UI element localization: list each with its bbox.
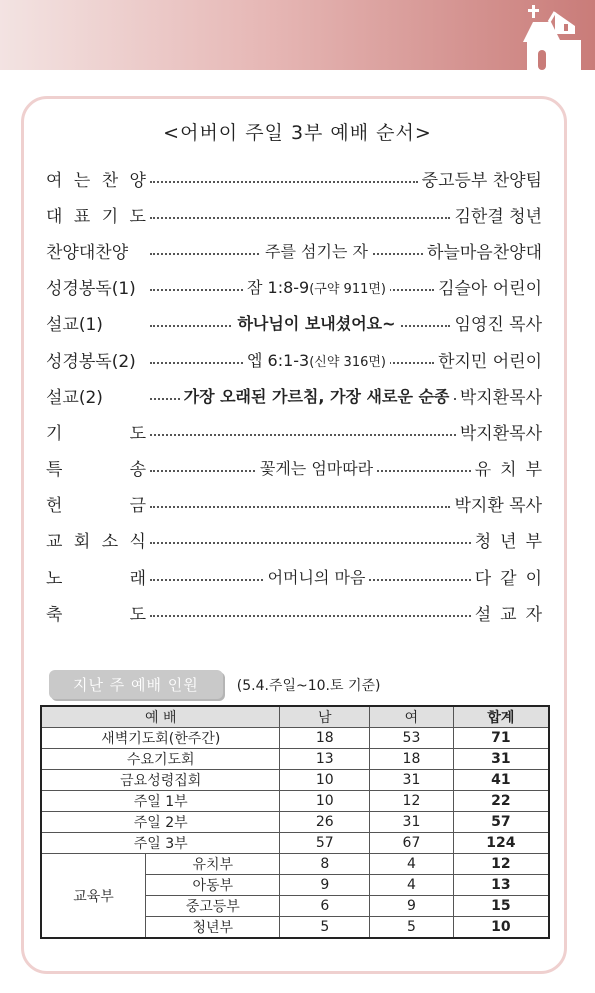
order-item xyxy=(46,413,542,449)
female-count: 9 xyxy=(370,896,454,917)
order-item-label: 설교(1) xyxy=(46,315,103,336)
leader-dots xyxy=(150,541,471,544)
order-title: <어버이 주일 3부 예배 순서> xyxy=(163,122,432,144)
order-item-leader: 임영진 목사 xyxy=(454,315,542,336)
order-item-leader: 유치부 xyxy=(474,460,551,481)
header-male: 남 xyxy=(280,706,370,728)
service-name: 주일 3부 xyxy=(41,833,280,854)
order-item-title-text: 주를 섬기는 자 xyxy=(265,241,368,261)
order-item xyxy=(46,160,542,196)
order-item-title-text: 하나님이 보내셨어요~ xyxy=(237,314,396,334)
leader-dots xyxy=(150,216,450,219)
order-item-label: 설교(2) xyxy=(46,387,103,408)
leader-dots xyxy=(150,614,471,617)
table-row xyxy=(41,854,549,875)
order-item-title-text: 꽃게는 엄마따라 xyxy=(259,459,374,479)
order-item-title xyxy=(264,565,370,588)
attendance-title: 지난 주 예배 인원 xyxy=(49,670,223,699)
order-item-title xyxy=(261,239,372,262)
order-item-label: 축 도 xyxy=(46,604,146,625)
order-item xyxy=(46,341,542,377)
order-item xyxy=(46,558,551,594)
table-row xyxy=(41,728,549,749)
service-name: 수요기도회 xyxy=(41,749,280,770)
order-item xyxy=(46,486,542,522)
order-item xyxy=(46,522,551,558)
order-item-note: (구약 911면) xyxy=(309,282,386,298)
service-name: 새벽기도회(한주간) xyxy=(41,728,280,749)
order-item xyxy=(46,196,542,232)
order-item-title xyxy=(233,311,399,334)
total-count: 41 xyxy=(453,770,549,791)
male-count: 26 xyxy=(280,812,370,833)
male-count: 10 xyxy=(280,770,370,791)
order-item-leader: 박지환 목사 xyxy=(454,496,542,517)
order-item-title-text: 잠 1:8-9 xyxy=(246,278,310,298)
order-item xyxy=(46,450,551,486)
attendance-header xyxy=(49,670,380,699)
order-item xyxy=(46,269,542,305)
order-item-label: 여 는 찬 양 xyxy=(46,170,146,191)
female-count: 67 xyxy=(370,833,454,854)
order-item-title xyxy=(243,348,390,371)
header-total: 합계 xyxy=(453,706,549,728)
female-count: 4 xyxy=(370,875,454,896)
department-name: 유치부 xyxy=(146,854,280,875)
order-item-title-text: 엡 6:1-3 xyxy=(246,350,310,370)
service-name: 주일 1부 xyxy=(41,791,280,812)
department-name: 청년부 xyxy=(146,917,280,939)
order-item-title xyxy=(256,456,377,479)
order-item-leader: 다같이 xyxy=(474,568,551,589)
female-count: 12 xyxy=(370,791,454,812)
leader-dots xyxy=(150,505,450,508)
female-count: 31 xyxy=(370,812,454,833)
header-service: 예 배 xyxy=(41,706,280,728)
order-item-label: 성경봉독(1) xyxy=(46,279,136,300)
order-item-label: 대 표 기 도 xyxy=(46,206,146,227)
female-count: 4 xyxy=(370,854,454,875)
female-count: 18 xyxy=(370,749,454,770)
header-band xyxy=(0,0,595,70)
order-item-label: 헌 금 xyxy=(46,496,146,517)
order-item-note: (신약 316면) xyxy=(309,354,386,370)
order-item-leader: 김슬아 어린이 xyxy=(438,279,542,300)
service-name: 금요성령집회 xyxy=(41,770,280,791)
female-count: 5 xyxy=(370,917,454,939)
total-count: 124 xyxy=(453,833,549,854)
header-female: 여 xyxy=(370,706,454,728)
service-name: 주일 2부 xyxy=(41,812,280,833)
department-name: 아동부 xyxy=(146,875,280,896)
order-item-leader: 김한결 청년 xyxy=(454,206,542,227)
order-item-leader: 한지민 어린이 xyxy=(438,351,542,372)
order-item-title xyxy=(243,275,390,298)
order-item-leader: 박지환목사 xyxy=(459,423,542,444)
male-count: 10 xyxy=(280,791,370,812)
order-item-leader: 청년부 xyxy=(474,532,551,553)
leader-dots xyxy=(150,180,418,183)
total-count: 57 xyxy=(453,812,549,833)
male-count: 5 xyxy=(280,917,370,939)
order-item-label: 노 래 xyxy=(46,568,146,589)
order-item xyxy=(46,377,542,413)
male-count: 6 xyxy=(280,896,370,917)
order-item-leader: 박지환목사 xyxy=(459,387,542,408)
order-item xyxy=(46,594,551,630)
total-count: 13 xyxy=(453,875,549,896)
order-item-leader: 중고등부 찬양팀 xyxy=(421,170,542,191)
male-count: 8 xyxy=(280,854,370,875)
table-row xyxy=(41,749,549,770)
attendance-table xyxy=(40,705,550,939)
church-icon xyxy=(519,4,581,70)
female-count: 31 xyxy=(370,770,454,791)
table-row xyxy=(41,833,549,854)
order-item-leader: 설교자 xyxy=(474,604,551,625)
table-header-row xyxy=(41,706,549,728)
order-item-label: 찬양대찬양 xyxy=(46,242,129,263)
leader-dots xyxy=(150,433,456,436)
table-row xyxy=(41,791,549,812)
table-row xyxy=(41,812,549,833)
order-item xyxy=(46,305,542,341)
total-count: 10 xyxy=(453,917,549,939)
total-count: 31 xyxy=(453,749,549,770)
worship-order-list xyxy=(46,160,551,630)
total-count: 12 xyxy=(453,854,549,875)
education-group: 교육부 xyxy=(41,854,146,939)
order-item-label: 교 회 소 식 xyxy=(46,532,146,553)
total-count: 71 xyxy=(453,728,549,749)
attendance-basis: (5.4.주일~10.토 기준) xyxy=(236,677,381,694)
order-item-title xyxy=(180,384,454,407)
male-count: 9 xyxy=(280,875,370,896)
male-count: 13 xyxy=(280,749,370,770)
order-item-title-text: 어머니의 마음 xyxy=(267,567,366,587)
order-item-label: 성경봉독(2) xyxy=(46,351,136,372)
total-count: 15 xyxy=(453,896,549,917)
total-count: 22 xyxy=(453,791,549,812)
male-count: 57 xyxy=(280,833,370,854)
table-row xyxy=(41,770,549,791)
order-item-leader: 하늘마음찬양대 xyxy=(427,242,542,263)
order-item-title-text: 가장 오래된 가르침, 가장 새로운 순종 xyxy=(183,386,450,406)
female-count: 53 xyxy=(370,728,454,749)
male-count: 18 xyxy=(280,728,370,749)
department-name: 중고등부 xyxy=(146,896,280,917)
order-item-label: 기 도 xyxy=(46,423,146,444)
order-item xyxy=(46,232,542,268)
order-item-label: 특 송 xyxy=(46,460,146,481)
